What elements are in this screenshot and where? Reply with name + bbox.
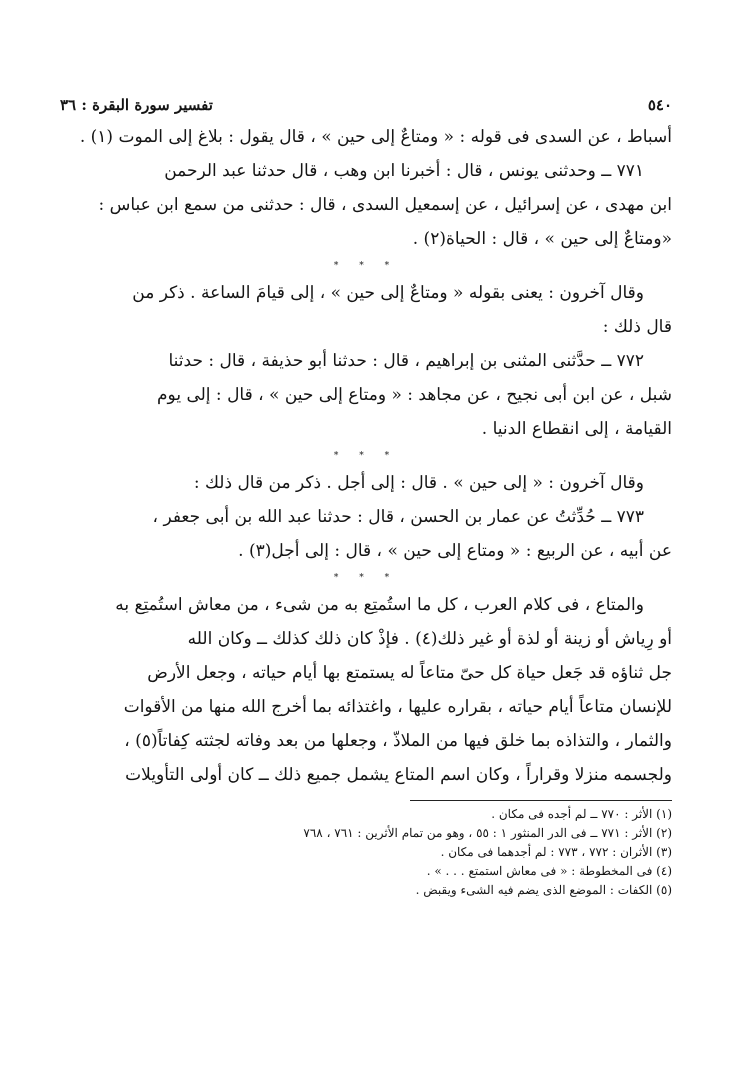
text-line: ولجسمه منزلا وقراراً ، وكان اسم المتاع يشمل جميع ذلك ــ كان أولى التأويلات — [125, 765, 672, 785]
text-line: والمتاع ، فى كلام العرب ، كل ما استُمتِع به من شىء ، من معاش استُمتِع به — [115, 595, 644, 615]
running-title: تفسير سورة البقرة : ٣٦ — [60, 96, 213, 114]
section-separator: * * * — [333, 573, 399, 583]
footnote: (٤) فى المخطوطة : « فى معاش استمتع . . . » . — [426, 864, 672, 878]
footnote: (٥) الكفات : الموضع الذى يضم فيه الشىء ويقبض . — [415, 883, 672, 897]
text-line: ٧٧٣ ــ حُدِّثتُ عن عمار بن الحسن ، قال : حدثنا عبد الله بن أبى جعفر ، — [152, 507, 644, 527]
footnote: (٢) الأثر : ٧٧١ ــ فى الدر المنثور ١ : ٥٥ ، وهو من تمام الأثرين : ٧٦١ ، ٧٦٨ — [303, 826, 672, 840]
text-line: شبل ، عن ابن أبى نجيح ، عن مجاهد : « ومتاع إلى حين » ، قال : إلى يوم — [157, 385, 672, 405]
text-line: أو رِياش أو زينة أو لذة أو غير ذلك(٤) . فإذْ كان ذلك كذلك ــ وكان الله — [187, 629, 672, 649]
text-line: وقال آخرون : « إلى حين » . قال : إلى أجل . ذكر من قال ذلك : — [193, 473, 644, 493]
text-line: والثمار ، والتذاذه بما خلق فيها من الملاذّ ، وجعلها من بعد وفاته لجثته كِفاتاً(٥) ، — [124, 731, 672, 751]
text-line: وقال آخرون : يعنى بقوله « ومتاعٌ إلى حين » ، إلى قيامَ الساعة . ذكر من — [132, 283, 644, 303]
text-line: عن أبيه ، عن الربيع : « ومتاع إلى حين » ، قال : إلى أجل(٣) . — [238, 541, 672, 561]
section-separator: * * * — [333, 261, 399, 271]
footnote: (١) الأثر : ٧٧٠ ــ لم أجده فى مكان . — [491, 807, 672, 821]
text-line: ٧٧١ ــ وحدثنى يونس ، قال : أخبرنا ابن وهب ، قال حدثنا عبد الرحمن — [164, 161, 644, 181]
page-number: ٥٤٠ — [647, 96, 672, 114]
footnote-divider — [410, 800, 672, 801]
text-line: للإنسان متاعاً أيام حياته ، بقراره عليها ، واغتذائه بما أخرج الله منها من الأقوات — [123, 697, 672, 717]
text-line: جل ثناؤه قد جَعل حياة كل حىّ متاعاً له يستمتع بها أيام حياته ، وجعل الأرض — [147, 663, 672, 683]
text-line: ٧٧٢ ــ حدَّثنى المثنى بن إبراهيم ، قال : حدثنا أبو حذيفة ، قال : حدثنا — [168, 351, 644, 371]
footnote: (٣) الأثران : ٧٧٢ ، ٧٧٣ : لم أجدهما فى مكان . — [440, 845, 672, 859]
text-line: قال ذلك : — [602, 317, 672, 337]
section-separator: * * * — [333, 451, 399, 461]
book-page — [60, 90, 672, 900]
text-line: ابن مهدى ، عن إسرائيل ، عن إسمعيل السدى ، قال : حدثنى من سمع ابن عباس : — [98, 195, 672, 215]
text-line: القيامة ، إلى انقطاع الدنيا . — [481, 419, 672, 439]
text-line: «ومتاعٌ إلى حين » ، قال : الحياة(٢) . — [412, 229, 672, 249]
text-line: أسباط ، عن السدى فى قوله : « ومتاعٌ إلى حين » ، قال يقول : بلاغ إلى الموت (١) . — [79, 127, 672, 147]
page-header — [60, 90, 672, 120]
